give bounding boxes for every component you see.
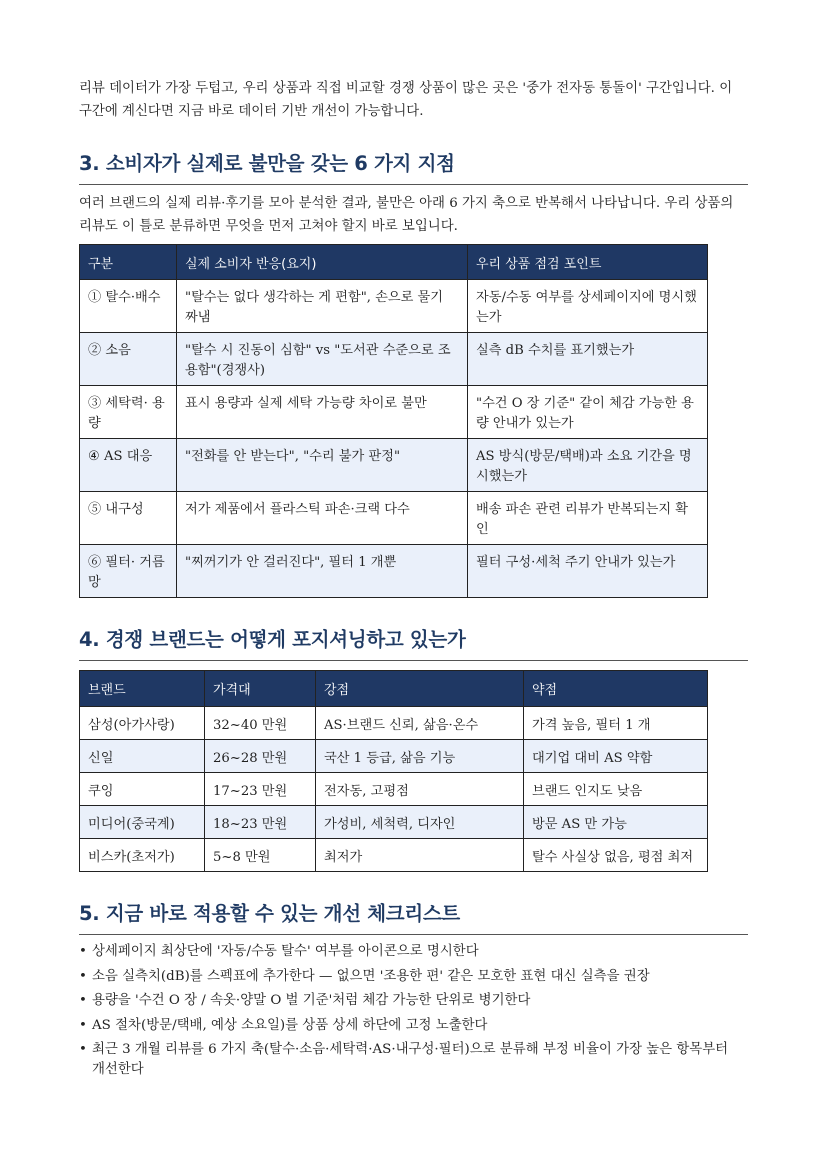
table-row <box>80 439 708 492</box>
brands-table-header <box>80 671 708 707</box>
cell-strengths: 가성비, 세척력, 디자인 <box>316 806 524 839</box>
header-check-point: 우리 상품 점검 포인트 <box>468 245 708 280</box>
cell-brand: 쿠잉 <box>80 773 205 806</box>
cell-brand: 신일 <box>80 740 205 773</box>
cell-category: ⑤ 내구성 <box>80 492 177 545</box>
cell-weaknesses: 브랜드 인지도 낮음 <box>524 773 708 806</box>
cell-check-point: 필터 구성·세척 주기 안내가 있는가 <box>468 545 708 598</box>
cell-category: ② 소음 <box>80 333 177 386</box>
cell-price: 32~40 만원 <box>205 707 316 740</box>
cell-category: ④ AS 대응 <box>80 439 177 492</box>
cell-category: ⑥ 필터· 거름망 <box>80 545 177 598</box>
intro-paragraph: 리뷰 데이터가 가장 두텁고, 우리 상품과 직접 비교할 경쟁 상품이 많은 곳은 '중가 전자동 통돌이' 구간입니다. 이 구간에 계신다면 지금 바로 데이터 기반 개선이 가능합니다. <box>79 81 733 119</box>
cell-weaknesses: 대기업 대비 AS 약함 <box>524 740 708 773</box>
section-4-heading: 4. 경쟁 브랜드는 어떻게 포지셔닝하고 있는가 <box>79 624 748 661</box>
cell-weaknesses: 탈수 사실상 없음, 평점 최저 <box>524 839 708 872</box>
list-item: • AS 절차(방문/택배, 예상 소요일)를 상품 상세 하단에 고정 노출한다 <box>79 1016 729 1036</box>
cell-reaction: "탈수는 없다 생각하는 게 편함", 손으로 물기 짜냄 <box>177 280 468 333</box>
table-row <box>80 740 708 773</box>
cell-reaction: "찌꺼기가 안 걸러진다", 필터 1 개뿐 <box>177 545 468 598</box>
table-row <box>80 492 708 545</box>
table-row <box>80 707 708 740</box>
cell-weaknesses: 방문 AS 만 가능 <box>524 806 708 839</box>
cell-price: 26~28 만원 <box>205 740 316 773</box>
cell-check-point: AS 방식(방문/택배)과 소요 기간을 명시했는가 <box>468 439 708 492</box>
header-consumer-reaction: 실제 소비자 반응(요지) <box>177 245 468 280</box>
cell-category: ① 탈수·배수 <box>80 280 177 333</box>
header-strengths: 강점 <box>316 671 524 707</box>
cell-price: 5~8 만원 <box>205 839 316 872</box>
table-row <box>80 773 708 806</box>
brands-table <box>79 670 708 872</box>
list-item: • 용량을 '수건 O 장 / 속옷·양말 O 벌 기준'처럼 체감 가능한 단위로 병기한다 <box>79 991 729 1011</box>
cell-brand: 비스카(초저가) <box>80 839 205 872</box>
cell-check-point: "수건 O 장 기준" 같이 체감 가능한 용량 안내가 있는가 <box>468 386 708 439</box>
cell-check-point: 배송 파손 관련 리뷰가 반복되는지 확인 <box>468 492 708 545</box>
table-row <box>80 280 708 333</box>
complaints-table-header <box>80 245 708 280</box>
table-row <box>80 545 708 598</box>
cell-strengths: 전자동, 고평점 <box>316 773 524 806</box>
section-3-heading: 3. 소비자가 실제로 불만을 갖는 6 가지 지점 <box>79 148 748 185</box>
complaints-table <box>79 244 708 598</box>
cell-check-point: 실측 dB 수치를 표기했는가 <box>468 333 708 386</box>
list-item: • 최근 3 개월 리뷰를 6 가지 축(탈수·소음·세탁력·AS·내구성·필터)으로 분류해 부정 비율이 가장 높은 항목부터 개선한다 <box>79 1040 729 1080</box>
cell-strengths: 최저가 <box>316 839 524 872</box>
cell-price: 18~23 만원 <box>205 806 316 839</box>
cell-strengths: AS·브랜드 신뢰, 삶음·온수 <box>316 707 524 740</box>
table-row <box>80 386 708 439</box>
cell-price: 17~23 만원 <box>205 773 316 806</box>
cell-brand: 미디어(중국계) <box>80 806 205 839</box>
cell-reaction: "탈수 시 진동이 심함" vs "도서관 수준으로 조용함"(경쟁사) <box>177 333 468 386</box>
table-row <box>80 806 708 839</box>
cell-weaknesses: 가격 높음, 필터 1 개 <box>524 707 708 740</box>
improvement-checklist <box>79 942 729 1085</box>
table-row <box>80 333 708 386</box>
cell-reaction: "전화를 안 받는다", "수리 불가 판정" <box>177 439 468 492</box>
list-item: • 소음 실측치(dB)를 스펙표에 추가한다 — 없으면 '조용한 편' 같은 모호한 표현 대신 실측을 권장 <box>79 967 729 987</box>
cell-check-point: 자동/수동 여부를 상세페이지에 명시했는가 <box>468 280 708 333</box>
section-5-heading: 5. 지금 바로 적용할 수 있는 개선 체크리스트 <box>79 898 748 935</box>
table-row <box>80 839 708 872</box>
cell-reaction: 표시 용량과 실제 세탁 가능량 차이로 불만 <box>177 386 468 439</box>
cell-brand: 삼성(아가사랑) <box>80 707 205 740</box>
header-weaknesses: 약점 <box>524 671 708 707</box>
header-brand: 브랜드 <box>80 671 205 707</box>
cell-strengths: 국산 1 등급, 삶음 기능 <box>316 740 524 773</box>
header-price-range: 가격대 <box>205 671 316 707</box>
cell-reaction: 저가 제품에서 플라스틱 파손·크랙 다수 <box>177 492 468 545</box>
section-3-paragraph: 여러 브랜드의 실제 리뷰·후기를 모아 분석한 결과, 불만은 아래 6 가지 축으로 반복해서 나타납니다. 우리 상품의 리뷰도 이 틀로 분류하면 무엇을 먼저 고쳐야 할지 바로 보입니다. <box>79 196 734 234</box>
header-category: 구분 <box>80 245 177 280</box>
list-item: • 상세페이지 최상단에 '자동/수동 탈수' 여부를 아이콘으로 명시한다 <box>79 942 729 962</box>
cell-category: ③ 세탁력· 용량 <box>80 386 177 439</box>
